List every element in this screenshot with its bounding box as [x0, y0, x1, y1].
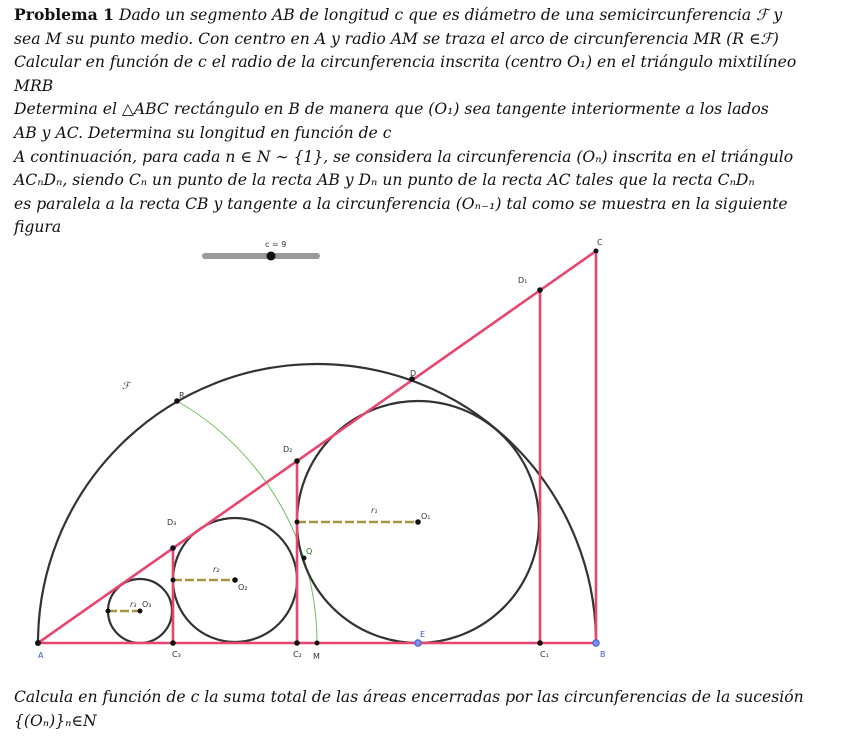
problem-line-10: figura	[14, 218, 62, 237]
point-o3	[138, 609, 143, 614]
label-c: C	[597, 238, 603, 247]
label-m: M	[313, 652, 320, 661]
c-slider[interactable]	[205, 240, 317, 261]
semicircle-f	[38, 364, 596, 643]
label-b: B	[600, 650, 606, 659]
point-e[interactable]	[415, 640, 421, 646]
point-tangent-1	[295, 520, 300, 525]
problem-line-7: A continuación, para cada n ∈ N ∼ {1}, se considera la circunferencia (Oₙ) inscrita en el triángulo	[14, 147, 794, 166]
slider-handle[interactable]	[267, 252, 276, 261]
label-r3: r₃	[130, 600, 137, 609]
point-c3	[170, 640, 176, 646]
point-a[interactable]	[35, 640, 41, 646]
label-d2: D₂	[283, 445, 293, 454]
point-tangent-3	[106, 609, 111, 614]
label-r2: r₂	[213, 565, 220, 574]
problem-line-6: AB y AC. Determina su longitud en función de c	[14, 123, 392, 142]
problem-heading: Problema 1	[14, 5, 114, 24]
label-r: R	[179, 391, 185, 400]
label-q: Q	[306, 547, 313, 556]
label-d: D	[410, 369, 417, 378]
label-a: A	[38, 651, 44, 660]
problem-line-3: Calcular en función de c el radio de la circunferencia inscrita (centro O₁) en el triángulo mixtilíneo	[14, 53, 797, 72]
label-e: E	[420, 630, 426, 639]
label-c1: C₁	[540, 650, 549, 659]
point-o2	[232, 577, 238, 583]
label-c3: C₃	[172, 650, 181, 659]
label-o3: O₃	[142, 600, 152, 609]
label-f: ℱ	[122, 381, 130, 392]
problem-line-8: ACₙDₙ, siendo Cₙ un punto de la recta AB y Dₙ un punto de la recta AC tales que la recta CₙDₙ	[14, 171, 755, 190]
problem-line-1: Problema 1 Dado un segmento AB de longitud c que es diámetro de una semicircunferencia ℱ y	[14, 5, 783, 24]
point-b[interactable]	[593, 640, 599, 646]
point-c	[594, 249, 599, 254]
label-r1: r₁	[371, 506, 378, 515]
problem-line-2: sea M su punto medio. Con centro en A y radio AM se traza el arco de circunferencia MR (R ∈ℱ)	[14, 29, 779, 48]
question-line-1: Calcula en función de c la suma total de las áreas encerradas por las circunferencias de la sucesión	[14, 688, 804, 706]
point-d3	[170, 545, 176, 551]
point-c1	[537, 640, 543, 646]
point-d1	[537, 287, 543, 293]
problem-line-9: es paralela a la recta CB y tangente a la circunferencia (Oₙ₋₁) tal como se muestra en la siguiente	[14, 194, 788, 213]
label-o2: O₂	[238, 583, 248, 592]
label-c2: C₂	[293, 650, 302, 659]
point-q	[302, 556, 307, 561]
point-m	[315, 641, 320, 646]
problem-line-5: Determina el △ABC rectángulo en B de manera que (O₁) sea tangente interiormente a los lados	[14, 100, 769, 119]
label-d3: D₃	[167, 518, 177, 527]
problem-line-4: MRB	[14, 76, 54, 95]
question-text	[14, 686, 832, 733]
label-d1: D₁	[518, 276, 528, 285]
slider-label: c = 9	[265, 240, 287, 249]
point-o1	[415, 519, 421, 525]
label-o1: O₁	[421, 512, 431, 521]
point-c2	[294, 640, 300, 646]
question-line-2: {(Oₙ)}ₙ∈N	[14, 711, 97, 730]
point-tangent-2	[171, 578, 176, 583]
point-d2	[294, 458, 300, 464]
